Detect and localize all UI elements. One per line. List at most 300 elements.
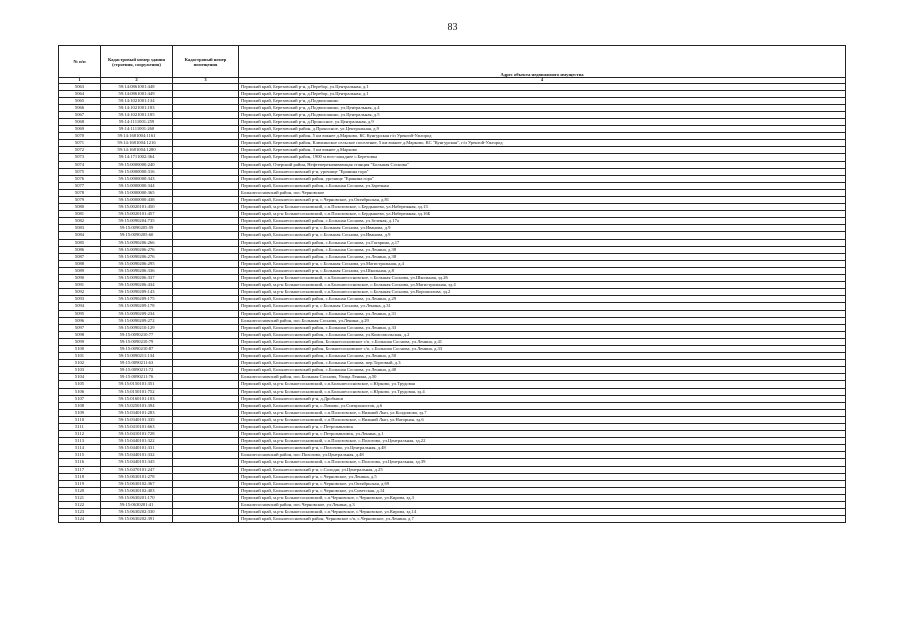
row-number-cell: 5090 xyxy=(59,275,101,282)
cadastral-room-cell xyxy=(173,317,239,324)
header-address: Адрес объекта недвижимого имущества xyxy=(239,72,846,78)
cadastral-room-cell xyxy=(173,133,239,140)
row-number-cell: 5110 xyxy=(59,416,101,423)
row-number-cell: 5075 xyxy=(59,168,101,175)
row-number-cell: 5089 xyxy=(59,267,101,274)
cadastral-room-cell xyxy=(173,395,239,402)
table-row xyxy=(59,374,846,381)
header-cadastral-building: Кадастровый номер здания (строения, сооружения) xyxy=(101,46,173,78)
row-number-cell: 5084 xyxy=(59,232,101,239)
cadastral-building-cell: 59:15:0440101:332 xyxy=(101,452,173,459)
cadastral-building-cell: 59:15:0630102:403 xyxy=(101,487,173,494)
table-row xyxy=(59,218,846,225)
table-row xyxy=(59,111,846,118)
cadastral-building-cell: 59:15:0090209:175 xyxy=(101,296,173,303)
table-row xyxy=(59,118,846,125)
cadastral-building-cell: 59:15:0090210:87 xyxy=(101,345,173,352)
cadastral-room-cell xyxy=(173,452,239,459)
table-row xyxy=(59,395,846,402)
address-cell: Пермский край, Березовский район, Клюкинское сельское поселение, 5 км южнее д.Марково, КС "Кунгурская", г/п Уренгой-Ужгород xyxy=(239,140,846,147)
cadastral-room-cell xyxy=(173,296,239,303)
table-row xyxy=(59,211,846,218)
row-number-cell: 5112 xyxy=(59,431,101,438)
cadastral-building-cell: 59:15:0090211:134 xyxy=(101,353,173,360)
cadastral-building-cell: 59:15:0090206:295 xyxy=(101,260,173,267)
cadastral-room-cell xyxy=(173,424,239,431)
cadastral-building-cell: 59:15:0000000:365 xyxy=(101,189,173,196)
cadastral-building-cell: 59:15:0150101:351 xyxy=(101,381,173,388)
table-row xyxy=(59,282,846,289)
cadastral-building-cell: 59:14:1711002:364 xyxy=(101,154,173,161)
address-cell: Пермский край, Березовский район, 5 км южнее д.Марково, КС Кунгурская г/п Уренгой-Ужгород xyxy=(239,133,846,140)
row-number-cell: 5106 xyxy=(59,388,101,395)
row-number-cell: 5080 xyxy=(59,204,101,211)
row-number-cell: 5073 xyxy=(59,154,101,161)
cadastral-building-cell: 59:15:0090211:63 xyxy=(101,360,173,367)
address-cell: Пермский край, м.р-н Большесосновский, с.п.Большесосновское, с.Большая Соснова, ул.Школьная, зд.26 xyxy=(239,275,846,282)
row-number-cell: 5120 xyxy=(59,487,101,494)
address-cell: Пермский край, Большесосновский р-н, с.Черновское, ул.Октябрьская, д.69 xyxy=(239,480,846,487)
cadastral-building-cell: 59:14:1021001:183 xyxy=(101,104,173,111)
address-cell: Пермский край, м.р-н Большесосновский, с.п.Полозовское, с.Нижний Лып, ул.Колдомова, зд.7 xyxy=(239,409,846,416)
cadastral-room-cell xyxy=(173,232,239,239)
table-row xyxy=(59,353,846,360)
cadastral-building-cell: 59:15:0410101:663 xyxy=(101,424,173,431)
table-row xyxy=(59,338,846,345)
address-cell: Пермский край, Большесосновский район, с.Большая Соснова, ул.Ленина, д.31 xyxy=(239,310,846,317)
table-row xyxy=(59,487,846,494)
cadastral-room-cell xyxy=(173,487,239,494)
address-cell: Пермский край, Большесосновский район, с.Большая Соснова, ул.Ленина, д.29 xyxy=(239,296,846,303)
page-number: 83 xyxy=(447,22,458,33)
row-number-cell: 5072 xyxy=(59,147,101,154)
table-row xyxy=(59,225,846,232)
table-row xyxy=(59,388,846,395)
row-number-cell: 5104 xyxy=(59,374,101,381)
cadastral-room-cell xyxy=(173,502,239,509)
row-number-cell: 5071 xyxy=(59,140,101,147)
address-cell: Пермский край, Большесосновский р-н, с.Черновское, ул.Советская, д.14 xyxy=(239,487,846,494)
row-number-cell: 5091 xyxy=(59,282,101,289)
table-row xyxy=(59,97,846,104)
cadastral-room-cell xyxy=(173,154,239,161)
cadastral-room-cell xyxy=(173,218,239,225)
address-cell: Большесосновский район, пос.Большая Соснова, Улица Ленина, д.50 xyxy=(239,374,846,381)
property-register-table xyxy=(58,45,846,523)
cadastral-room-cell xyxy=(173,140,239,147)
table-row xyxy=(59,494,846,501)
address-cell: Большесосновский район, пос.Черновское xyxy=(239,189,846,196)
cadastral-building-cell: 59:15:0020101:450 xyxy=(101,204,173,211)
table-row xyxy=(59,409,846,416)
cadastral-room-cell xyxy=(173,97,239,104)
row-number-cell: 5064 xyxy=(59,90,101,97)
row-number-cell: 5079 xyxy=(59,197,101,204)
cadastral-building-cell: 59:15:0090209:234 xyxy=(101,310,173,317)
row-number-cell: 5115 xyxy=(59,452,101,459)
cadastral-building-cell: 59:14:1021001:185 xyxy=(101,111,173,118)
cadastral-room-cell xyxy=(173,345,239,352)
row-number-cell: 5099 xyxy=(59,338,101,345)
cadastral-building-cell: 59:15:0440101:322 xyxy=(101,438,173,445)
cadastral-building-cell: 59:14:0861001:449 xyxy=(101,90,173,97)
address-cell: Пермский край, м.р-н Большесосновский, с.п.Черновское, с.Черновское, ул.Кирова, зд.14 xyxy=(239,509,846,516)
table-row xyxy=(59,161,846,168)
table-row xyxy=(59,204,846,211)
cadastral-room-cell xyxy=(173,253,239,260)
address-cell: Пермский край, Очерский район, Нефтеперекачивающая станция "Большая Соснова" xyxy=(239,161,846,168)
cadastral-room-cell xyxy=(173,161,239,168)
cadastral-building-cell: 59:15:0630201:41 xyxy=(101,502,173,509)
cadastral-room-cell xyxy=(173,381,239,388)
cadastral-room-cell xyxy=(173,338,239,345)
table-row xyxy=(59,331,846,338)
address-cell: Пермский край, Большесосновский район, с.Большая Соснова, ул.Гагарина, д.17 xyxy=(239,239,846,246)
address-cell: Пермский край, м.р-н Большесосновский, с.п.Большесосновское, с.Юрково, ул.Трудовая xyxy=(239,381,846,388)
row-number-cell: 5082 xyxy=(59,218,101,225)
cadastral-room-cell xyxy=(173,175,239,182)
header-num: № п/п xyxy=(59,46,101,78)
table-row xyxy=(59,416,846,423)
table-row xyxy=(59,317,846,324)
address-cell: Пермский край, м.р-н Большесосновский, с.п.Полозовское, с.Бердышево, ул.Набережная, зд.13 xyxy=(239,204,846,211)
table-row xyxy=(59,239,846,246)
table-row xyxy=(59,289,846,296)
cadastral-building-cell: 59:15:0470101:247 xyxy=(101,466,173,473)
cadastral-room-cell xyxy=(173,189,239,196)
table-row xyxy=(59,175,846,182)
table-row xyxy=(59,402,846,409)
cadastral-room-cell xyxy=(173,516,239,523)
address-cell: Пермский край, Большесосновский р-н, с.Большая Соснова, ул.Иванова, д.9 xyxy=(239,225,846,232)
table-row xyxy=(59,104,846,111)
cadastral-room-cell xyxy=(173,275,239,282)
address-cell: Большесосновский район, пос.Большая Соснова, ул.Ленина, д.29 xyxy=(239,317,846,324)
address-cell: Пермский край, Большесосновский р-н, с.Ломово, ул.Специалистов, д.6 xyxy=(239,402,846,409)
cadastral-room-cell xyxy=(173,289,239,296)
cadastral-building-cell: 59:15:0090210:79 xyxy=(101,338,173,345)
cadastral-building-cell: 59:14:1681004:1216 xyxy=(101,140,173,147)
cadastral-building-cell: 59:15:0150101:752 xyxy=(101,388,173,395)
table-row xyxy=(59,126,846,133)
table-row xyxy=(59,502,846,509)
address-cell: Пермский край, Большесосновский район, с.Большая Соснова, ул.Заречная xyxy=(239,182,846,189)
table-row xyxy=(59,90,846,97)
address-cell: Пермский край, Березовский р-н, д.Подволошино, ул.Центральная, д.5 xyxy=(239,111,846,118)
address-cell: Большесосновский район, пос.Черновское, ул.Ленина, д.3 xyxy=(239,502,846,509)
cadastral-room-cell xyxy=(173,90,239,97)
row-number-cell: 5065 xyxy=(59,97,101,104)
cadastral-room-cell xyxy=(173,239,239,246)
table-row xyxy=(59,253,846,260)
row-number-cell: 5077 xyxy=(59,182,101,189)
table-row xyxy=(59,452,846,459)
table-row xyxy=(59,303,846,310)
cadastral-building-cell: 59:15:0090206:276 xyxy=(101,246,173,253)
table-row xyxy=(59,509,846,516)
column-index: 4 xyxy=(239,78,846,84)
address-cell: Пермский край, Большесосновский район, Черновское с/п, с.Черновское, ул.Ленина, д.7 xyxy=(239,516,846,523)
cadastral-building-cell: 59:15:0000000:316 xyxy=(101,168,173,175)
address-cell: Пермский край, Большесосновский р-н, с.Большая Соснова, ул.Магистральная, д.4 xyxy=(239,260,846,267)
cadastral-room-cell xyxy=(173,118,239,125)
cadastral-room-cell xyxy=(173,374,239,381)
cadastral-building-cell: 59:14:1111001:259 xyxy=(101,118,173,125)
table-row xyxy=(59,445,846,452)
cadastral-building-cell: 59:15:0090206:336 xyxy=(101,267,173,274)
address-cell: Пермский край, Березовский район, 1900 м юго-западнее с.Березовка xyxy=(239,154,846,161)
column-index: 2 xyxy=(101,78,173,84)
cadastral-building-cell: 59:15:0410101:728 xyxy=(101,431,173,438)
cadastral-building-cell: 59:15:0000000:438 xyxy=(101,197,173,204)
cadastral-room-cell xyxy=(173,246,239,253)
address-cell: Пермский край, Большесосновский р-н, урочище "Еранина гора" xyxy=(239,168,846,175)
row-number-cell: 5093 xyxy=(59,296,101,303)
cadastral-building-cell: 59:15:0160101:103 xyxy=(101,395,173,402)
cadastral-room-cell xyxy=(173,409,239,416)
address-cell: Пермский край, Большесосновский р-н, с.Большая Соснова, ул.Школьная, д.8 xyxy=(239,267,846,274)
cadastral-room-cell xyxy=(173,402,239,409)
cadastral-room-cell xyxy=(173,260,239,267)
cadastral-building-cell: 59:15:0440101:331 xyxy=(101,445,173,452)
cadastral-building-cell: 59:15:0440101:345 xyxy=(101,459,173,466)
table-row xyxy=(59,267,846,274)
row-number-cell: 5117 xyxy=(59,466,101,473)
table-row xyxy=(59,424,846,431)
table-row xyxy=(59,480,846,487)
table-row xyxy=(59,83,846,90)
row-number-cell: 5107 xyxy=(59,395,101,402)
cadastral-building-cell: 59:15:0630202:391 xyxy=(101,516,173,523)
table-row xyxy=(59,459,846,466)
cadastral-room-cell xyxy=(173,388,239,395)
cadastral-room-cell xyxy=(173,438,239,445)
row-number-cell: 5116 xyxy=(59,459,101,466)
table-row xyxy=(59,147,846,154)
address-cell: Пермский край, Березовский р-н, д.Перебор, ул.Центральная, д.1 xyxy=(239,83,846,90)
address-cell: Пермский край, Большесосновский район, Большесосновское с/п, с.Большая Соснова, ул.Ленина, д.33 xyxy=(239,345,846,352)
address-cell: Пермский край, м.р-н Большесосновский, с.п.Большесосновское, с.Юрково, ул.Трудовая, зд.4 xyxy=(239,388,846,395)
cadastral-building-cell: 59:15:0630102:367 xyxy=(101,480,173,487)
cadastral-room-cell xyxy=(173,416,239,423)
row-number-cell: 5122 xyxy=(59,502,101,509)
cadastral-building-cell: 59:15:0090205:60 xyxy=(101,232,173,239)
cadastral-building-cell: 59:15:0000000:343 xyxy=(101,175,173,182)
table-row xyxy=(59,310,846,317)
cadastral-room-cell xyxy=(173,126,239,133)
cadastral-building-cell: 59:15:0090205:59 xyxy=(101,225,173,232)
cadastral-building-cell: 59:15:0090206:266 xyxy=(101,239,173,246)
row-number-cell: 5118 xyxy=(59,473,101,480)
row-number-cell: 5078 xyxy=(59,189,101,196)
cadastral-building-cell: 59:15:0340101:283 xyxy=(101,409,173,416)
address-cell: Пермский край, м.р-н Большесосновский, с.п.Полозовское, с.Бердышево, ул.Набережная, зд.16Б xyxy=(239,211,846,218)
row-number-cell: 5076 xyxy=(59,175,101,182)
table-row xyxy=(59,275,846,282)
row-number-cell: 5100 xyxy=(59,345,101,352)
address-cell: Пермский край, Березовский район, д.Проносное, ул.Центральная, д.9 xyxy=(239,126,846,133)
row-number-cell: 5083 xyxy=(59,225,101,232)
row-number-cell: 5103 xyxy=(59,367,101,374)
address-cell: Пермский край, Березовский р-н, д.Перебор, ул.Центральная, д.1 xyxy=(239,90,846,97)
cadastral-room-cell xyxy=(173,182,239,189)
cadastral-building-cell: 59:15:0090211:76 xyxy=(101,374,173,381)
address-cell: Пермский край, м.р-н Большесосновский, с.п.Полозовское, с.Полозово, ул.Центральная, зд.39 xyxy=(239,459,846,466)
header-row xyxy=(59,46,846,73)
row-number-cell: 5094 xyxy=(59,303,101,310)
address-cell: Пермский край, Большесосновский р-н, с.Черновское, ул.Октябрьская, д.81 xyxy=(239,197,846,204)
cadastral-room-cell xyxy=(173,360,239,367)
cadastral-building-cell: 59:15:0090206:434 xyxy=(101,282,173,289)
cadastral-room-cell xyxy=(173,147,239,154)
row-number-cell: 5111 xyxy=(59,424,101,431)
row-number-cell: 5095 xyxy=(59,310,101,317)
row-number-cell: 5119 xyxy=(59,480,101,487)
cadastral-building-cell: 59:15:0020101:457 xyxy=(101,211,173,218)
address-cell: Пермский край, Большесосновский р-н, с.Черновское, ул.Ленина, д.5 xyxy=(239,473,846,480)
address-cell: Пермский край, Большесосновский р-н, д.Дробыши xyxy=(239,395,846,402)
address-cell: Пермский край, Большесосновский район, с.Большая Соснова, ул.Комсомольская, д.2 xyxy=(239,331,846,338)
table-row xyxy=(59,360,846,367)
address-cell: Пермский край, м.р-н Большесосновский, с.п.Полозовское, с.Нижний Лып, ул.Нагорная, зд.6 xyxy=(239,416,846,423)
table-row xyxy=(59,154,846,161)
table-row xyxy=(59,381,846,388)
row-number-cell: 5101 xyxy=(59,353,101,360)
address-cell: Пермский край, Большесосновский район, с.Большая Соснова, ул.Ленина, д.33 xyxy=(239,324,846,331)
row-number-cell: 5092 xyxy=(59,289,101,296)
cadastral-room-cell xyxy=(173,104,239,111)
cadastral-room-cell xyxy=(173,204,239,211)
row-number-cell: 5108 xyxy=(59,402,101,409)
address-cell: Пермский край, Большесосновский район, с.Большая Соснова, ул.Ленина, д.38 xyxy=(239,253,846,260)
cadastral-building-cell: 59:15:0090204:735 xyxy=(101,218,173,225)
row-number-cell: 5105 xyxy=(59,381,101,388)
cadastral-building-cell: 59:15:0630201:170 xyxy=(101,494,173,501)
cadastral-room-cell xyxy=(173,168,239,175)
address-cell: Пермский край, Березовский р-н, д.Подволошино, ул.Центральная, д.4 xyxy=(239,104,846,111)
cadastral-building-cell: 59:15:0000000:344 xyxy=(101,182,173,189)
cadastral-building-cell: 59:15:0090209:272 xyxy=(101,317,173,324)
row-number-cell: 5124 xyxy=(59,516,101,523)
address-cell: Пермский край, м.р-н Большесосновский, с.п.Большесосновское, с.Большая Соснова, ул.Магистральная, зд.4 xyxy=(239,282,846,289)
cadastral-building-cell: 59:15:0630101:278 xyxy=(101,473,173,480)
cadastral-room-cell xyxy=(173,473,239,480)
table-row xyxy=(59,367,846,374)
row-number-cell: 5074 xyxy=(59,161,101,168)
header-cadastral-room: Кадастровый номер помещения xyxy=(173,46,239,78)
cadastral-room-cell xyxy=(173,83,239,90)
cadastral-room-cell xyxy=(173,494,239,501)
cadastral-room-cell xyxy=(173,331,239,338)
row-number-cell: 5069 xyxy=(59,126,101,133)
row-number-cell: 5068 xyxy=(59,118,101,125)
row-number-cell: 5096 xyxy=(59,317,101,324)
cadastral-room-cell xyxy=(173,509,239,516)
cadastral-building-cell: 59:15:0340101:335 xyxy=(101,416,173,423)
address-cell: Пермский край, Большесосновский р-н, с.Большая Соснова, ул.Иванова, д.9 xyxy=(239,232,846,239)
table-row xyxy=(59,431,846,438)
row-number-cell: 5067 xyxy=(59,111,101,118)
table-row xyxy=(59,324,846,331)
cadastral-building-cell: 59:15:0250101:394 xyxy=(101,402,173,409)
table-row xyxy=(59,246,846,253)
row-number-cell: 5066 xyxy=(59,104,101,111)
cadastral-room-cell xyxy=(173,480,239,487)
row-number-cell: 5123 xyxy=(59,509,101,516)
address-cell: Большесосновский район, пос.Полозово, ул.Центральная, д.48 xyxy=(239,452,846,459)
table-row xyxy=(59,232,846,239)
row-number-cell: 5109 xyxy=(59,409,101,416)
cadastral-room-cell xyxy=(173,211,239,218)
row-number-cell: 5088 xyxy=(59,260,101,267)
address-cell: Пермский край, Большесосновский район, с.Большая Соснова, ул.Ленина, д.40 xyxy=(239,367,846,374)
table-body xyxy=(59,83,846,523)
row-number-cell: 5097 xyxy=(59,324,101,331)
row-number-cell: 5081 xyxy=(59,211,101,218)
cadastral-building-cell: 59:14:1681004:1280 xyxy=(101,147,173,154)
table-row xyxy=(59,168,846,175)
cadastral-room-cell xyxy=(173,111,239,118)
table-row xyxy=(59,466,846,473)
cadastral-room-cell xyxy=(173,445,239,452)
address-cell: Пермский край, Березовский р-н, д.Проносное, ул.Центральная, д.9 xyxy=(239,118,846,125)
cadastral-room-cell xyxy=(173,324,239,331)
row-number-cell: 5085 xyxy=(59,239,101,246)
row-number-cell: 5087 xyxy=(59,253,101,260)
address-cell: Пермский край, Большесосновский р-н, с.Петропавловск xyxy=(239,424,846,431)
address-cell: Пермский край, Большесосновский район, Большесосновское с/п, с.Большая Соснова, ул.Ленина, д.41 xyxy=(239,338,846,345)
cadastral-room-cell xyxy=(173,197,239,204)
cadastral-building-cell: 59:15:0090206:276 xyxy=(101,253,173,260)
cadastral-room-cell xyxy=(173,367,239,374)
cadastral-room-cell xyxy=(173,225,239,232)
table-row xyxy=(59,182,846,189)
cadastral-building-cell: 59:15:0090210:77 xyxy=(101,331,173,338)
cadastral-room-cell xyxy=(173,459,239,466)
cadastral-room-cell xyxy=(173,466,239,473)
row-number-cell: 5098 xyxy=(59,331,101,338)
address-cell: Пермский край, Большесосновский р-н, с.Большая Соснова, ул.Ленина, д.31 xyxy=(239,303,846,310)
table-row xyxy=(59,296,846,303)
cadastral-building-cell: 59:14:1681004:1161 xyxy=(101,133,173,140)
row-number-cell: 5070 xyxy=(59,133,101,140)
cadastral-building-cell: 59:15:0090210:129 xyxy=(101,324,173,331)
row-number-cell: 5086 xyxy=(59,246,101,253)
column-index: 1 xyxy=(59,78,101,84)
address-cell: Пермский край, Большесосновский район, с.Большая Соснова, ул.Ленина, д.38 xyxy=(239,246,846,253)
cadastral-building-cell: 59:15:0630202:330 xyxy=(101,509,173,516)
cadastral-building-cell: 59:15:0090206:337 xyxy=(101,275,173,282)
cadastral-room-cell xyxy=(173,431,239,438)
table-row xyxy=(59,473,846,480)
address-cell: Пермский край, Большесосновский р-н, с.Полозово, ул.Центральная, д.48 xyxy=(239,445,846,452)
cadastral-room-cell xyxy=(173,353,239,360)
address-cell: Пермский край, Березовский район, 3 км южнее д.Марково xyxy=(239,147,846,154)
row-number-cell: 5114 xyxy=(59,445,101,452)
row-number-cell: 5102 xyxy=(59,360,101,367)
table-row xyxy=(59,197,846,204)
address-cell: Пермский край, м.р-н Большесосновский, с.п.Полозовское, с.Полозово, ул.Центральная, зд.22 xyxy=(239,438,846,445)
address-cell: Пермский край, м.р-н Большесосновский, с.п.Большесосновское, с.Большая Соснова, ул.Ворошилова, зд.2 xyxy=(239,289,846,296)
table-row xyxy=(59,516,846,523)
table-row xyxy=(59,140,846,147)
address-cell: Пермский край, Большесосновский район, с.Большая Соснова, пер.Торговый, д.3 xyxy=(239,360,846,367)
cadastral-room-cell xyxy=(173,310,239,317)
cadastral-building-cell: 59:14:1111001:260 xyxy=(101,126,173,133)
table-row xyxy=(59,260,846,267)
cadastral-room-cell xyxy=(173,303,239,310)
table-row xyxy=(59,438,846,445)
